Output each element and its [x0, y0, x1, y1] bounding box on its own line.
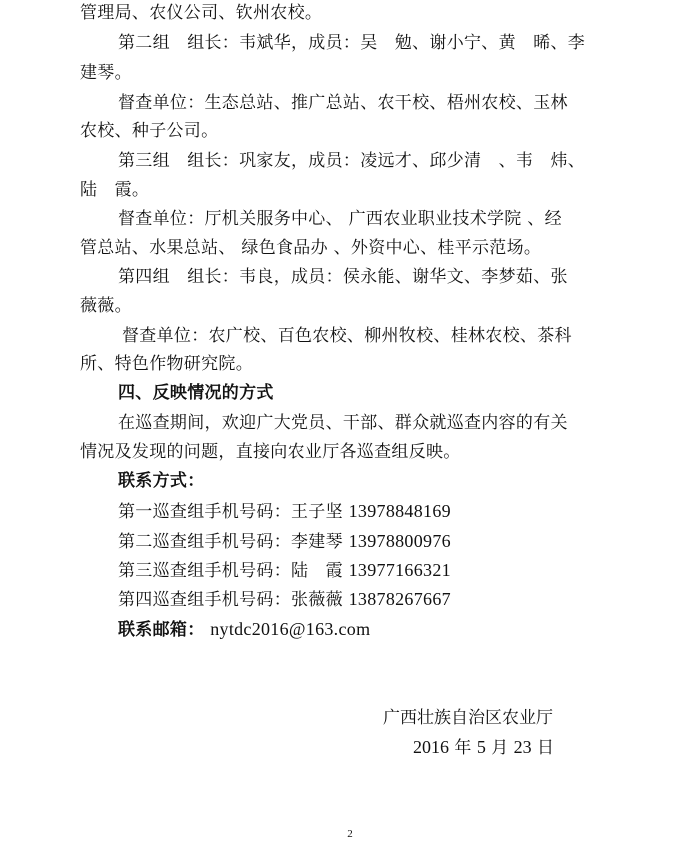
email-line: [118, 618, 370, 641]
date-year-unit: 年: [454, 738, 472, 758]
date-month: 5: [476, 737, 486, 757]
supervision-unit-line: 督查单位：厅机关服务中心、 广西农业职业技术学院 、经: [118, 209, 562, 229]
group-two-line: 第二组 组长：韦斌华，成员：吴 勉、谢小宁、黄 晞、李: [118, 33, 586, 53]
paragraph-line: 在巡查期间，欢迎广大党员、干部、群众就巡查内容的有关: [118, 413, 568, 433]
contact-heading: 联系方式：: [118, 471, 205, 491]
text-line: 情况及发现的问题，直接向农业厅各巡查组反映。: [80, 442, 461, 462]
phone-number: 13978848169: [348, 501, 451, 521]
issuing-organization: 广西壮族自治区农业厅: [383, 708, 553, 728]
issue-date: [413, 736, 554, 759]
text-line: 管总站、水果总站、 绿色食品办 、外资中心、桂平示范场。: [80, 238, 542, 258]
date-day: 23: [513, 737, 532, 757]
text-line: 所、特色作物研究院。: [80, 354, 253, 374]
email-address: nytdc2016@163.com: [210, 619, 371, 639]
email-label: 联系邮箱：: [118, 620, 205, 640]
contact-label: 第四巡查组手机号码：张薇薇: [118, 590, 343, 610]
phone-number: 13978800976: [348, 531, 451, 551]
contact-line: [118, 500, 451, 523]
date-month-unit: 月: [491, 738, 509, 758]
group-three-line: 第三组 组长：巩家友，成员：凌远才、邱少清 、韦 炜、: [118, 151, 586, 171]
contact-line: [118, 530, 451, 553]
contact-label: 第三巡查组手机号码：陆 霞: [118, 561, 343, 581]
date-day-unit: 日: [537, 738, 555, 758]
date-year: 2016: [413, 737, 449, 757]
phone-number: 13977166321: [348, 560, 451, 580]
section-heading: 四、反映情况的方式: [118, 383, 274, 403]
supervision-unit-line: 督查单位：农广校、百色农校、柳州牧校、桂林农校、茶科: [122, 326, 572, 346]
text-line: 薇薇。: [80, 296, 132, 316]
contact-label: 第二巡查组手机号码：李建琴: [118, 532, 343, 552]
contact-label: 第一巡查组手机号码：王子坚: [118, 502, 343, 522]
text-line: 建琴。: [80, 63, 132, 83]
contact-line: [118, 559, 451, 582]
contact-line: [118, 588, 451, 611]
supervision-unit-line: 督查单位：生态总站、推广总站、农干校、梧州农校、玉林: [118, 93, 568, 113]
phone-number: 13878267667: [348, 589, 451, 609]
text-line: 陆 霞。: [80, 180, 150, 200]
text-line: 农校、种子公司。: [80, 121, 219, 141]
page-number: 2: [347, 828, 353, 840]
group-four-line: 第四组 组长：韦良，成员：侯永能、谢华文、李梦茹、张: [118, 267, 568, 287]
text-line: 管理局、农仪公司、钦州农校。: [80, 3, 323, 23]
